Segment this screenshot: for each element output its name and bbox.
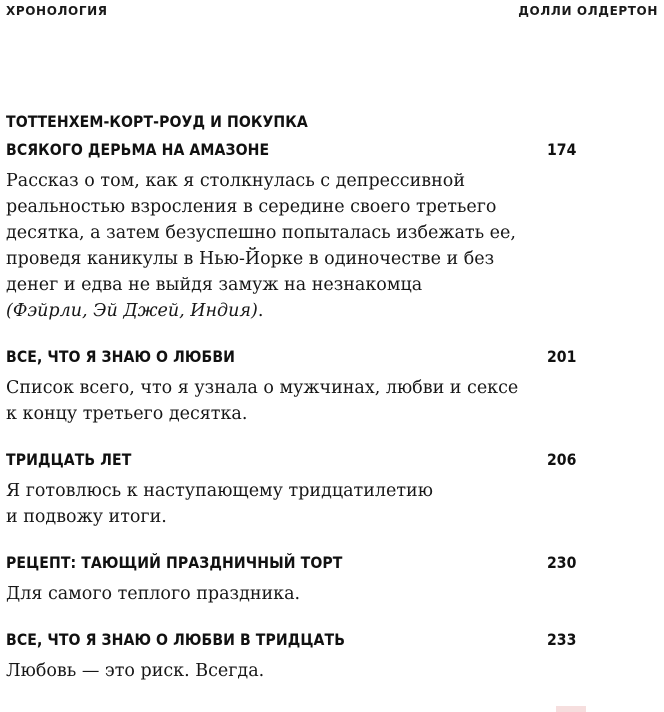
chapter-title-line: РЕЦЕПТ: ТАЮЩИЙ ПРАЗДНИЧНЫЙ ТОРТ	[6, 553, 343, 572]
description-line	[6, 298, 576, 324]
description-tail: .	[257, 301, 264, 321]
toc-entry	[6, 343, 576, 427]
description-line: реальностью взросления в середине своего третьего	[6, 197, 497, 217]
toc-entry-heading	[6, 446, 576, 474]
chapter-title	[6, 549, 342, 577]
description-line: и подвожу итоги.	[6, 507, 167, 527]
chapter-title	[6, 446, 131, 474]
description-line: Список всего, что я узнала о мужчинах, любви и сексе	[6, 378, 519, 398]
toc-entry-heading	[6, 549, 576, 577]
toc-entry	[6, 549, 576, 607]
page-number: 233	[546, 630, 576, 649]
chapter-title-line: ТОТТЕНХЕМ-КОРТ-РОУД И ПОКУПКА	[6, 112, 308, 131]
chapter-description	[6, 375, 576, 427]
description-line: проведя каникулы в Нью-Йорке в одиночестве и без	[6, 249, 495, 269]
description-line: денег и едва не выйдя замуж на незнакомца	[6, 275, 423, 295]
chapter-description	[6, 168, 576, 324]
description-line: к концу третьего десятка.	[6, 404, 248, 424]
page-number: 174	[546, 140, 576, 159]
toc-entry	[6, 108, 576, 324]
description-line: Для самого теплого праздника.	[6, 584, 301, 604]
description-line: Рассказ о том, как я столкнулась с депрессивной	[6, 171, 465, 191]
chapter-title-line: ВСЕ, ЧТО Я ЗНАЮ О ЛЮБВИ	[6, 347, 236, 366]
description-line: десятка, а затем безуспешно попыталась избежать ее,	[6, 223, 516, 243]
chapter-title	[6, 108, 308, 164]
character-names: (Фэйрли, Эй Джей, Индия)	[6, 301, 258, 321]
table-of-contents	[6, 108, 576, 684]
chapter-description	[6, 658, 576, 684]
chapter-title-line: ВСЯКОГО ДЕРЬМА НА АМАЗОНЕ	[6, 140, 270, 159]
chapter-title	[6, 626, 345, 654]
page-number: 230	[546, 553, 576, 572]
toc-entry	[6, 626, 576, 684]
description-line: Я готовлюсь к наступающему тридцатилетию	[6, 481, 433, 501]
toc-entry-heading	[6, 626, 576, 654]
toc-entry	[6, 446, 576, 530]
chapter-description	[6, 581, 576, 607]
chapter-title	[6, 343, 235, 371]
scan-artifact	[556, 706, 586, 712]
toc-entry-heading	[6, 343, 576, 371]
running-header-author: ДОЛЛИ ОЛДЕРТОН	[518, 4, 658, 18]
chapter-title-line: ВСЕ, ЧТО Я ЗНАЮ О ЛЮБВИ В ТРИДЦАТЬ	[6, 630, 346, 649]
chapter-title-line: ТРИДЦАТЬ ЛЕТ	[6, 450, 132, 469]
running-header-section: ХРОНОЛОГИЯ	[6, 4, 108, 18]
description-line: Любовь — это риск. Всегда.	[6, 661, 265, 681]
chapter-description	[6, 478, 576, 530]
page-number: 206	[546, 450, 576, 469]
toc-entry-heading	[6, 108, 576, 164]
page-number: 201	[546, 347, 576, 366]
